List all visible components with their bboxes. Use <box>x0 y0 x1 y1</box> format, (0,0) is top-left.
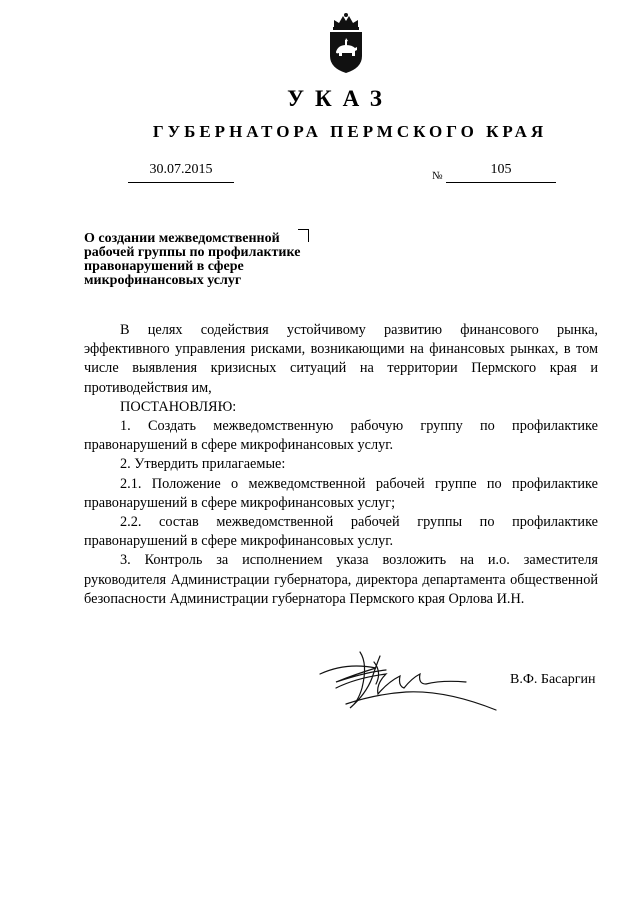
handwritten-signature <box>316 644 502 716</box>
document-number: 105 <box>490 162 512 177</box>
document-subject: О создании межведомственной рабочей группы по профилактике правонарушений в сфере микрофинансовых услуг <box>84 231 301 288</box>
subject-bracket <box>298 229 309 242</box>
document-title: УКАЗ <box>287 86 393 111</box>
coat-of-arms-icon <box>324 12 368 74</box>
signer-name: В.Ф. Басаргин <box>510 672 596 687</box>
body-paragraph-2-2: 2.2. состав межведомственной рабочей группы по профилактике правонарушений в сфере микрофинансовых услуг. <box>84 514 598 550</box>
document-body <box>84 321 598 609</box>
body-paragraph-2-1: 2.1. Положение о межведомственной рабочей группе по профилактике правонарушений в сфере микрофинансовых услуг; <box>84 475 598 511</box>
body-paragraph-decree: ПОСТАНОВЛЯЮ: <box>120 398 237 415</box>
number-sign: № <box>432 170 443 182</box>
body-paragraph-1: 1. Создать межведомственную рабочую группу по профилактике правонарушений в сфере микрофинансовых услуг. <box>84 418 598 454</box>
number-underline <box>446 182 556 183</box>
body-paragraph-preamble: В целях содействия устойчивому развитию финансового рынка, эффективного управления рисками, возникающими на финансовых рынках, в том числе выявления кризисных ситуаций на территории Пермского края и противодействия им, <box>84 322 598 396</box>
document-subtitle: ГУБЕРНАТОРА ПЕРМСКОГО КРАЯ <box>152 122 548 141</box>
body-paragraph-2: 2. Утвердить прилагаемые: <box>120 456 286 473</box>
document-date: 30.07.2015 <box>149 162 213 177</box>
date-underline <box>128 182 234 183</box>
body-paragraph-3: 3. Контроль за исполнением указа возложить на и.о. заместителя руководителя Администрации губернатора, директора департамента общественной безопасности Администрации губернатора Пермского края Орлова И.Н. <box>84 552 598 607</box>
